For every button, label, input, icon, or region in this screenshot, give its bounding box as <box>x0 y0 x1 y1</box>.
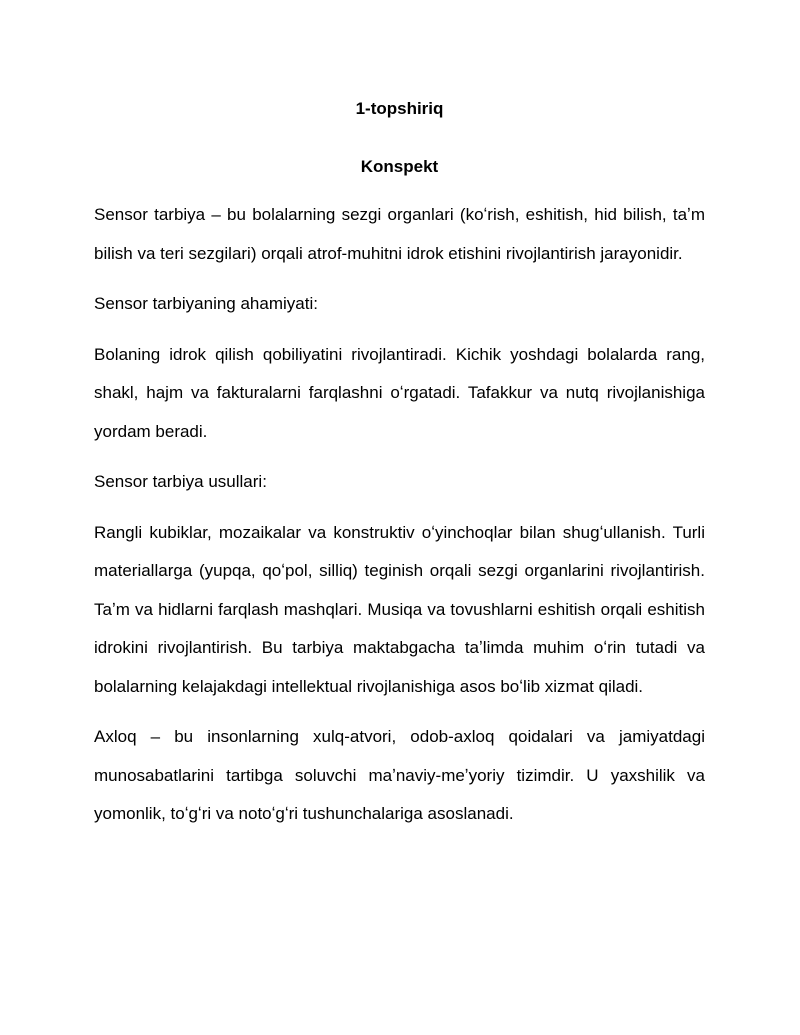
document-title: 1-topshiriq <box>355 99 444 118</box>
paragraph-importance-heading: Sensor tarbiyaning ahamiyati: <box>94 294 318 313</box>
document-page <box>94 94 705 834</box>
paragraph-methods-heading: Sensor tarbiya usullari: <box>94 472 267 491</box>
document-subtitle: Konspekt <box>360 157 439 176</box>
paragraph-morality: Axloq – bu insonlarning xulq-atvori, odob-axloq qoidalari va jamiyatdagi munosabatlarini tartibga soluvchi maʼnaviy-meʼyoriy tizimdir. U yaxshilik va yomonlik, toʻgʻri va notoʻgʻri tushunchalariga asoslanadi. <box>94 727 705 823</box>
paragraph-importance: Bolaning idrok qilish qobiliyatini rivojlantiradi. Kichik yoshdagi bolalarda rang, shakl, hajm va fakturalarni farqlashni oʻrgatadi. Tafakkur va nutq rivojlanishiga yordam beradi. <box>94 344 705 441</box>
paragraph-methods: Rangli kubiklar, mozaikalar va konstruktiv oʻyinchoqlar bilan shugʻullanish. Turli materiallarga (yupqa, qoʻpol, silliq) teginish orqali sezgi organlarini rivojlantirish. Taʼm va hidlarni farqlash mashqlari. Musiqa va tovushlarni eshitish orqali eshitish idrokini rivojlantirish. Bu tarbiya maktabgacha taʼlimda muhim oʻrin tutadi va bolalarning kelajakdagi intellektual rivojlanishiga asos boʻlib xizmat qiladi. <box>94 522 705 696</box>
paragraph-sensor-definition: Sensor tarbiya – bu bolalarning sezgi organlari (koʻrish, eshitish, hid bilish, taʼm bilish va teri sezgilari) orqali atrof-muhitni idrok etishini rivojlantirish jarayonidir. <box>94 205 705 263</box>
